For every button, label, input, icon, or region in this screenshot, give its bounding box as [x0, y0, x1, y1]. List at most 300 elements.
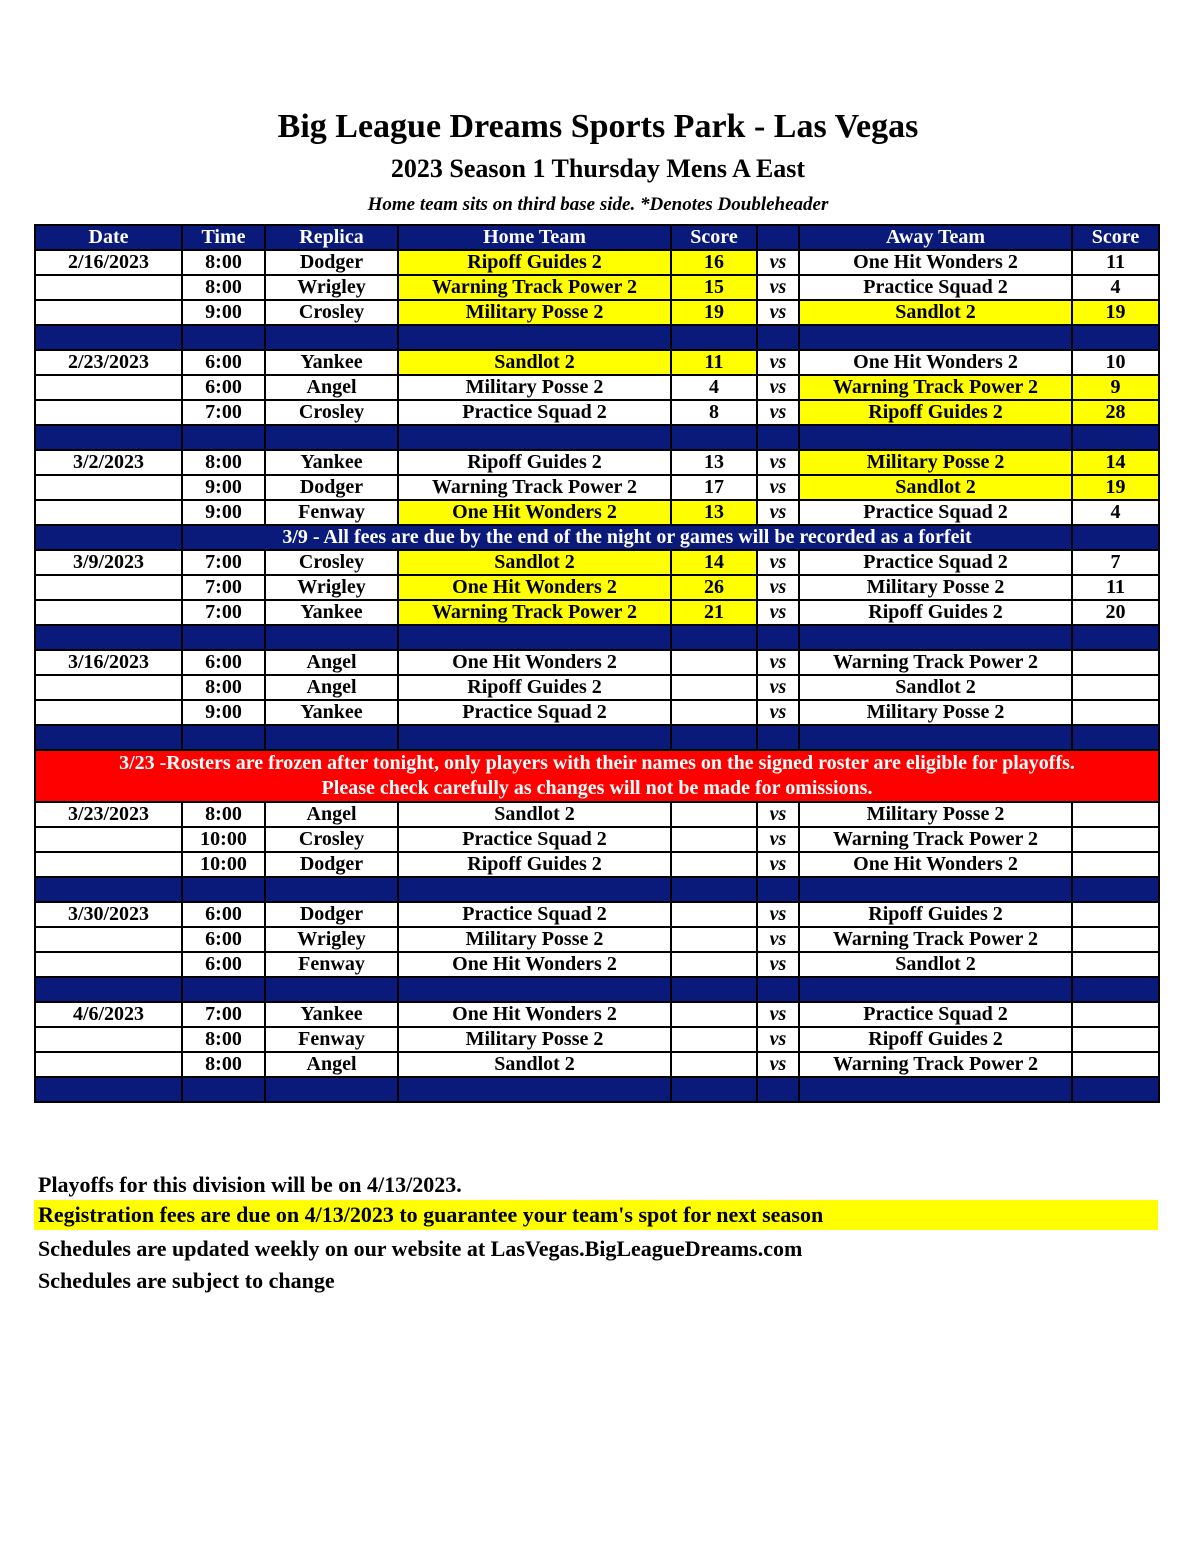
home-team-cell: Military Posse 2: [398, 1027, 671, 1052]
away-team-cell: Ripoff Guides 2: [799, 600, 1072, 625]
away-team-cell: Ripoff Guides 2: [799, 1027, 1072, 1052]
vs-cell: vs: [757, 400, 799, 425]
time-cell: 8:00: [182, 1052, 265, 1077]
time-cell: 6:00: [182, 902, 265, 927]
separator-cell: [799, 325, 1072, 350]
table-row: [35, 700, 1159, 725]
vs-cell: vs: [757, 802, 799, 827]
date-cell: [35, 600, 182, 625]
separator-cell: [35, 725, 182, 750]
separator-cell: [1072, 425, 1159, 450]
registration-note: Registration fees are due on 4/13/2023 to guarantee your team's spot for next season: [34, 1200, 1158, 1230]
replica-cell: Yankee: [265, 1002, 398, 1027]
separator-cell: [265, 325, 398, 350]
separator-cell: [182, 325, 265, 350]
away-team-cell: One Hit Wonders 2: [799, 350, 1072, 375]
home-team-cell: Ripoff Guides 2: [398, 250, 671, 275]
home-score-cell: [671, 952, 757, 977]
replica-cell: Yankee: [265, 700, 398, 725]
separator-cell: [35, 877, 182, 902]
time-cell: 6:00: [182, 952, 265, 977]
date-cell: [35, 1027, 182, 1052]
home-team-cell: One Hit Wonders 2: [398, 952, 671, 977]
home-score-cell: [671, 700, 757, 725]
home-team-cell: Practice Squad 2: [398, 700, 671, 725]
away-team-cell: Practice Squad 2: [799, 275, 1072, 300]
time-cell: 8:00: [182, 802, 265, 827]
separator-cell: [182, 877, 265, 902]
replica-cell: Angel: [265, 675, 398, 700]
alert-text-line-1: 3/23 -Rosters are frozen after tonight, only players with their names on the signed roster are eligible for playoffs.: [119, 752, 1075, 774]
replica-cell: Fenway: [265, 500, 398, 525]
column-header: Score: [1072, 225, 1159, 250]
home-score-cell: 4: [671, 375, 757, 400]
vs-cell: vs: [757, 450, 799, 475]
table-row: [35, 827, 1159, 852]
separator-cell: [398, 325, 671, 350]
away-score-cell: 19: [1072, 475, 1159, 500]
column-header: Time: [182, 225, 265, 250]
separator-cell: [671, 1077, 757, 1102]
vs-cell: vs: [757, 275, 799, 300]
away-score-cell: [1072, 1027, 1159, 1052]
home-score-cell: [671, 902, 757, 927]
separator-cell: [671, 725, 757, 750]
notice-cell: [1072, 525, 1159, 550]
vs-cell: vs: [757, 827, 799, 852]
time-cell: 10:00: [182, 852, 265, 877]
separator-cell: [799, 1077, 1072, 1102]
replica-cell: Crosley: [265, 300, 398, 325]
away-score-cell: 14: [1072, 450, 1159, 475]
table-row: [35, 550, 1159, 575]
home-score-cell: 14: [671, 550, 757, 575]
date-cell: [35, 852, 182, 877]
separator-cell: [1072, 325, 1159, 350]
home-score-cell: [671, 675, 757, 700]
date-cell: [35, 475, 182, 500]
separator-cell: [799, 425, 1072, 450]
away-team-cell: One Hit Wonders 2: [799, 852, 1072, 877]
replica-cell: Dodger: [265, 475, 398, 500]
table-row: [35, 300, 1159, 325]
vs-cell: vs: [757, 1002, 799, 1027]
away-team-cell: Warning Track Power 2: [799, 927, 1072, 952]
table-row: [35, 1027, 1159, 1052]
away-team-cell: Warning Track Power 2: [799, 650, 1072, 675]
time-cell: 7:00: [182, 1002, 265, 1027]
away-score-cell: 9: [1072, 375, 1159, 400]
separator-cell: [757, 977, 799, 1002]
alert-cell: [35, 750, 1159, 802]
vs-cell: vs: [757, 700, 799, 725]
replica-cell: Yankee: [265, 350, 398, 375]
away-score-cell: [1072, 827, 1159, 852]
replica-cell: Fenway: [265, 952, 398, 977]
away-score-cell: [1072, 927, 1159, 952]
away-score-cell: 10: [1072, 350, 1159, 375]
away-team-cell: Military Posse 2: [799, 700, 1072, 725]
date-cell: [35, 275, 182, 300]
home-team-cell: One Hit Wonders 2: [398, 575, 671, 600]
separator-row: [35, 977, 1159, 1002]
table-row: [35, 600, 1159, 625]
home-score-cell: [671, 927, 757, 952]
home-score-cell: [671, 1052, 757, 1077]
time-cell: 9:00: [182, 700, 265, 725]
time-cell: 6:00: [182, 650, 265, 675]
home-score-cell: 11: [671, 350, 757, 375]
table-row: [35, 475, 1159, 500]
separator-cell: [35, 1077, 182, 1102]
away-score-cell: 19: [1072, 300, 1159, 325]
separator-cell: [757, 1077, 799, 1102]
date-cell: [35, 375, 182, 400]
separator-cell: [1072, 725, 1159, 750]
date-cell: [35, 827, 182, 852]
column-header: Replica: [265, 225, 398, 250]
vs-cell: vs: [757, 650, 799, 675]
away-score-cell: 7: [1072, 550, 1159, 575]
separator-cell: [265, 625, 398, 650]
away-score-cell: 4: [1072, 275, 1159, 300]
away-score-cell: [1072, 802, 1159, 827]
date-cell: 3/9/2023: [35, 550, 182, 575]
separator-cell: [182, 977, 265, 1002]
vs-cell: vs: [757, 500, 799, 525]
table-row: [35, 400, 1159, 425]
separator-cell: [35, 977, 182, 1002]
away-team-cell: Military Posse 2: [799, 450, 1072, 475]
away-score-cell: [1072, 852, 1159, 877]
separator-cell: [182, 425, 265, 450]
header-note: Home team sits on third base side. *Denotes Doubleheader: [367, 194, 829, 215]
home-score-cell: [671, 827, 757, 852]
away-team-cell: Sandlot 2: [799, 675, 1072, 700]
away-score-cell: [1072, 700, 1159, 725]
table-row: [35, 275, 1159, 300]
table-row: [35, 927, 1159, 952]
away-team-cell: Sandlot 2: [799, 475, 1072, 500]
website-note: Schedules are updated weekly on our website at LasVegas.BigLeagueDreams.com: [38, 1236, 803, 1261]
vs-cell: vs: [757, 852, 799, 877]
home-score-cell: 26: [671, 575, 757, 600]
table-row: [35, 1002, 1159, 1027]
date-cell: 3/16/2023: [35, 650, 182, 675]
home-score-cell: [671, 802, 757, 827]
away-team-cell: Warning Track Power 2: [799, 827, 1072, 852]
home-score-cell: 8: [671, 400, 757, 425]
alert-text-line-2: Please check carefully as changes will not be made for omissions.: [321, 777, 873, 799]
vs-cell: vs: [757, 1027, 799, 1052]
home-team-cell: Warning Track Power 2: [398, 275, 671, 300]
separator-cell: [398, 877, 671, 902]
separator-cell: [757, 625, 799, 650]
separator-row: [35, 625, 1159, 650]
replica-cell: Dodger: [265, 250, 398, 275]
vs-cell: vs: [757, 375, 799, 400]
separator-cell: [35, 625, 182, 650]
schedule-table: [34, 224, 1160, 1103]
away-team-cell: Practice Squad 2: [799, 500, 1072, 525]
separator-row: [35, 725, 1159, 750]
replica-cell: Crosley: [265, 550, 398, 575]
notice-text: 3/9 - All fees are due by the end of the night or games will be recorded as a forfeit: [182, 525, 1072, 550]
vs-cell: vs: [757, 675, 799, 700]
home-team-cell: Sandlot 2: [398, 350, 671, 375]
date-cell: [35, 400, 182, 425]
separator-row: [35, 425, 1159, 450]
vs-cell: vs: [757, 927, 799, 952]
home-score-cell: [671, 1027, 757, 1052]
table-row: [35, 902, 1159, 927]
home-score-cell: 21: [671, 600, 757, 625]
away-score-cell: [1072, 650, 1159, 675]
time-cell: 7:00: [182, 575, 265, 600]
home-team-cell: Sandlot 2: [398, 550, 671, 575]
away-score-cell: 11: [1072, 575, 1159, 600]
separator-row: [35, 325, 1159, 350]
replica-cell: Yankee: [265, 600, 398, 625]
home-team-cell: One Hit Wonders 2: [398, 650, 671, 675]
away-score-cell: 28: [1072, 400, 1159, 425]
home-team-cell: Military Posse 2: [398, 375, 671, 400]
time-cell: 6:00: [182, 350, 265, 375]
table-row: [35, 450, 1159, 475]
away-score-cell: [1072, 1002, 1159, 1027]
table-row: [35, 1052, 1159, 1077]
home-team-cell: One Hit Wonders 2: [398, 1002, 671, 1027]
notice-row: [35, 525, 1159, 550]
time-cell: 7:00: [182, 550, 265, 575]
away-score-cell: [1072, 952, 1159, 977]
away-team-cell: One Hit Wonders 2: [799, 250, 1072, 275]
separator-cell: [799, 625, 1072, 650]
column-header: Home Team: [398, 225, 671, 250]
home-score-cell: 17: [671, 475, 757, 500]
separator-row: [35, 877, 1159, 902]
table-row: [35, 802, 1159, 827]
vs-cell: vs: [757, 250, 799, 275]
table-row: [35, 675, 1159, 700]
home-score-cell: 13: [671, 500, 757, 525]
separator-cell: [265, 877, 398, 902]
date-cell: 3/2/2023: [35, 450, 182, 475]
date-cell: [35, 575, 182, 600]
away-team-cell: Warning Track Power 2: [799, 1052, 1072, 1077]
vs-cell: vs: [757, 300, 799, 325]
replica-cell: Fenway: [265, 1027, 398, 1052]
column-header: Date: [35, 225, 182, 250]
away-team-cell: Sandlot 2: [799, 300, 1072, 325]
date-cell: 3/30/2023: [35, 902, 182, 927]
home-score-cell: [671, 1002, 757, 1027]
vs-cell: vs: [757, 575, 799, 600]
time-cell: 6:00: [182, 927, 265, 952]
table-row: [35, 952, 1159, 977]
separator-cell: [1072, 877, 1159, 902]
home-score-cell: 19: [671, 300, 757, 325]
vs-cell: vs: [757, 600, 799, 625]
separator-cell: [182, 1077, 265, 1102]
table-row: [35, 650, 1159, 675]
vs-cell: vs: [757, 475, 799, 500]
table-header-row: [35, 225, 1159, 250]
replica-cell: Dodger: [265, 902, 398, 927]
home-team-cell: Practice Squad 2: [398, 827, 671, 852]
time-cell: 9:00: [182, 475, 265, 500]
separator-cell: [398, 725, 671, 750]
table-row: [35, 500, 1159, 525]
home-team-cell: Ripoff Guides 2: [398, 450, 671, 475]
separator-cell: [265, 725, 398, 750]
column-header: Away Team: [799, 225, 1072, 250]
date-cell: [35, 500, 182, 525]
date-cell: [35, 952, 182, 977]
away-team-cell: Military Posse 2: [799, 802, 1072, 827]
away-score-cell: [1072, 902, 1159, 927]
date-cell: [35, 300, 182, 325]
date-cell: 2/16/2023: [35, 250, 182, 275]
separator-cell: [398, 625, 671, 650]
home-team-cell: Warning Track Power 2: [398, 475, 671, 500]
replica-cell: Wrigley: [265, 575, 398, 600]
home-team-cell: Practice Squad 2: [398, 902, 671, 927]
replica-cell: Yankee: [265, 450, 398, 475]
separator-cell: [265, 977, 398, 1002]
home-team-cell: Sandlot 2: [398, 1052, 671, 1077]
vs-cell: vs: [757, 350, 799, 375]
separator-cell: [182, 625, 265, 650]
separator-cell: [671, 425, 757, 450]
page-title: Big League Dreams Sports Park - Las Vegas: [277, 108, 919, 145]
date-cell: 3/23/2023: [35, 802, 182, 827]
home-team-cell: Ripoff Guides 2: [398, 675, 671, 700]
away-team-cell: Ripoff Guides 2: [799, 902, 1072, 927]
home-score-cell: [671, 852, 757, 877]
separator-cell: [1072, 625, 1159, 650]
separator-cell: [182, 725, 265, 750]
separator-cell: [398, 977, 671, 1002]
replica-cell: Angel: [265, 802, 398, 827]
home-score-cell: [671, 650, 757, 675]
time-cell: 10:00: [182, 827, 265, 852]
date-cell: [35, 675, 182, 700]
replica-cell: Wrigley: [265, 927, 398, 952]
separator-cell: [265, 425, 398, 450]
away-score-cell: 4: [1072, 500, 1159, 525]
vs-cell: vs: [757, 1052, 799, 1077]
home-score-cell: 15: [671, 275, 757, 300]
home-score-cell: 13: [671, 450, 757, 475]
separator-cell: [398, 425, 671, 450]
table-row: [35, 375, 1159, 400]
vs-cell: vs: [757, 550, 799, 575]
separator-cell: [35, 425, 182, 450]
separator-cell: [671, 625, 757, 650]
separator-cell: [398, 1077, 671, 1102]
separator-cell: [757, 425, 799, 450]
time-cell: 9:00: [182, 300, 265, 325]
away-team-cell: Practice Squad 2: [799, 1002, 1072, 1027]
separator-cell: [671, 877, 757, 902]
replica-cell: Dodger: [265, 852, 398, 877]
home-team-cell: Military Posse 2: [398, 927, 671, 952]
replica-cell: Angel: [265, 650, 398, 675]
separator-row: [35, 1077, 1159, 1102]
away-score-cell: 20: [1072, 600, 1159, 625]
vs-cell: vs: [757, 902, 799, 927]
table-row: [35, 350, 1159, 375]
replica-cell: Angel: [265, 1052, 398, 1077]
time-cell: 8:00: [182, 250, 265, 275]
away-team-cell: Sandlot 2: [799, 952, 1072, 977]
time-cell: 6:00: [182, 375, 265, 400]
playoffs-note: Playoffs for this division will be on 4/13/2023.: [38, 1172, 462, 1197]
table-row: [35, 250, 1159, 275]
separator-cell: [671, 325, 757, 350]
separator-cell: [757, 725, 799, 750]
separator-cell: [1072, 977, 1159, 1002]
replica-cell: Crosley: [265, 400, 398, 425]
vs-cell: vs: [757, 952, 799, 977]
away-score-cell: [1072, 1052, 1159, 1077]
separator-cell: [671, 977, 757, 1002]
away-team-cell: Practice Squad 2: [799, 550, 1072, 575]
home-team-cell: Practice Squad 2: [398, 400, 671, 425]
away-team-cell: Military Posse 2: [799, 575, 1072, 600]
date-cell: [35, 927, 182, 952]
column-header: Score: [671, 225, 757, 250]
date-cell: 4/6/2023: [35, 1002, 182, 1027]
home-score-cell: 16: [671, 250, 757, 275]
table-row: [35, 575, 1159, 600]
replica-cell: Crosley: [265, 827, 398, 852]
away-score-cell: 11: [1072, 250, 1159, 275]
home-team-cell: One Hit Wonders 2: [398, 500, 671, 525]
time-cell: 8:00: [182, 675, 265, 700]
away-team-cell: Ripoff Guides 2: [799, 400, 1072, 425]
replica-cell: Angel: [265, 375, 398, 400]
separator-cell: [265, 1077, 398, 1102]
home-team-cell: Ripoff Guides 2: [398, 852, 671, 877]
time-cell: 8:00: [182, 450, 265, 475]
time-cell: 9:00: [182, 500, 265, 525]
time-cell: 8:00: [182, 275, 265, 300]
date-cell: 2/23/2023: [35, 350, 182, 375]
separator-cell: [757, 877, 799, 902]
separator-cell: [1072, 1077, 1159, 1102]
alert-row: [35, 750, 1159, 802]
home-team-cell: Sandlot 2: [398, 802, 671, 827]
away-score-cell: [1072, 675, 1159, 700]
separator-cell: [799, 725, 1072, 750]
separator-cell: [35, 325, 182, 350]
time-cell: 8:00: [182, 1027, 265, 1052]
time-cell: 7:00: [182, 600, 265, 625]
change-note: Schedules are subject to change: [38, 1268, 335, 1293]
time-cell: 7:00: [182, 400, 265, 425]
away-team-cell: Warning Track Power 2: [799, 375, 1072, 400]
date-cell: [35, 700, 182, 725]
column-header: [757, 225, 799, 250]
separator-cell: [757, 325, 799, 350]
separator-cell: [799, 877, 1072, 902]
home-team-cell: Military Posse 2: [398, 300, 671, 325]
replica-cell: Wrigley: [265, 275, 398, 300]
home-team-cell: Warning Track Power 2: [398, 600, 671, 625]
date-cell: [35, 1052, 182, 1077]
